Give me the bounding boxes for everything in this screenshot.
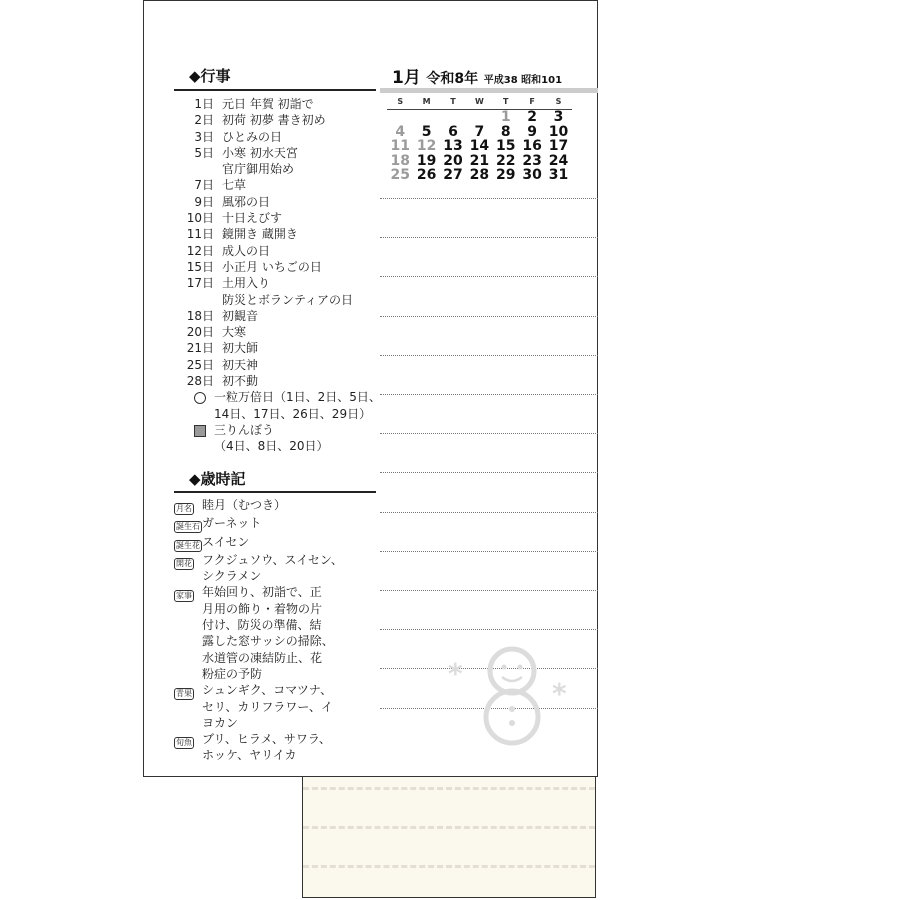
saijiki-line: ホッケ、ヤリイカ xyxy=(202,748,297,763)
event-day: 20日 xyxy=(186,325,214,340)
saijiki-text xyxy=(202,534,384,552)
saijiki-line: 睦月（むつき） xyxy=(202,498,287,512)
weekday-label: T xyxy=(503,97,509,106)
event-day: 9日 xyxy=(194,194,214,209)
event-row xyxy=(174,112,379,128)
saijiki-line: スイセン xyxy=(202,534,250,549)
month-label: 1月 xyxy=(392,68,421,88)
saijiki-badge-cell xyxy=(174,682,202,731)
calendar-day: 31 xyxy=(548,167,569,183)
event-text: 大寒 xyxy=(222,325,247,340)
saijiki-line: 粉症の予防 xyxy=(202,666,263,681)
saijiki-badge-cell xyxy=(174,534,202,552)
weekday-label: M xyxy=(422,97,431,106)
event-day: 17日 xyxy=(186,276,214,291)
event-text: 成人の日 xyxy=(222,243,271,258)
calendar-day: 5 xyxy=(421,123,432,140)
calendar-week xyxy=(387,110,572,125)
calendar-day: 7 xyxy=(474,123,485,140)
saijiki-text xyxy=(202,682,384,731)
event-text: 小正月 いちごの日 xyxy=(222,259,322,274)
event-day: 28日 xyxy=(186,374,214,389)
saijiki-text xyxy=(202,515,384,533)
event-row xyxy=(174,275,379,291)
event-day: 15日 xyxy=(186,259,214,274)
event-text: 初不動 xyxy=(222,374,259,389)
event-day: 21日 xyxy=(186,341,214,356)
saijiki-text xyxy=(202,731,384,764)
calendar-day xyxy=(440,110,466,125)
snowman-icon xyxy=(444,641,584,751)
calendar-day: 1 xyxy=(500,109,511,125)
square-icon xyxy=(194,425,206,437)
calendar-day: 6 xyxy=(448,123,458,140)
calendar-week xyxy=(387,168,572,183)
saijiki-line: 水道管の凍結防止、花 xyxy=(202,650,323,665)
saijiki-list xyxy=(174,497,384,764)
calendar-day: 12 xyxy=(416,138,437,154)
symbol-cell xyxy=(174,406,214,422)
saijiki-item xyxy=(174,552,384,585)
ichiryu-text: 14日、17日、26日、29日） xyxy=(214,406,372,421)
saijiki-line: 付け、防災の準備、結 xyxy=(202,618,322,633)
calendar-day: 18 xyxy=(390,152,410,169)
calendar-day: 29 xyxy=(496,167,516,183)
calendar-day: 22 xyxy=(496,152,516,169)
memo-line xyxy=(380,237,598,238)
event-day: 1日 xyxy=(194,97,214,111)
calendar-day: 26 xyxy=(416,167,437,183)
calendar-day: 3 xyxy=(553,109,564,125)
weekday-label: T xyxy=(450,97,456,106)
saijiki-badge-cell xyxy=(174,731,202,764)
event-day: 12日 xyxy=(186,243,214,258)
event-row xyxy=(174,161,379,177)
saijiki-badge: 旬魚 xyxy=(176,738,192,748)
event-row xyxy=(174,292,379,308)
calendar-day: 30 xyxy=(522,167,542,183)
era-label: 令和8年 xyxy=(426,71,479,87)
event-text: 土用入り xyxy=(222,276,271,291)
calendar-day xyxy=(413,110,439,125)
calendar-day: 23 xyxy=(522,152,542,169)
saijiki-item xyxy=(174,497,384,515)
svg-text:*: * xyxy=(552,677,567,710)
saijiki-item xyxy=(174,682,384,731)
event-day: 18日 xyxy=(186,308,214,323)
event-day: 7日 xyxy=(194,178,214,193)
calendar-weekday-header xyxy=(387,97,572,110)
symbol-cell xyxy=(174,389,214,405)
event-day: 10日 xyxy=(186,211,214,226)
symbol-cell xyxy=(174,438,214,454)
saijiki-text xyxy=(202,584,384,682)
event-day: 25日 xyxy=(186,357,214,372)
event-day xyxy=(174,292,222,308)
saijiki-badge: 誕生花 xyxy=(176,540,200,550)
mini-calendar xyxy=(387,97,572,183)
saijiki-badge: 誕生石 xyxy=(176,522,200,532)
saijiki-line: ブリ、ヒラメ、サワラ、 xyxy=(202,732,331,747)
saijiki-item xyxy=(174,584,384,682)
event-text: 十日えびす xyxy=(222,211,283,226)
event-row xyxy=(174,129,379,145)
memo-line xyxy=(380,629,598,630)
events-list xyxy=(174,96,379,455)
saijiki-text xyxy=(202,552,384,585)
saijiki-line: シクラメン xyxy=(202,569,262,584)
weekday-label: S xyxy=(397,97,404,106)
saijiki-text xyxy=(202,497,384,515)
calendar-day: 14 xyxy=(469,138,490,154)
saijiki-item xyxy=(174,534,384,552)
ichiryu-row xyxy=(174,406,379,422)
event-day: 5日 xyxy=(194,145,214,160)
event-text: 防災とボランティアの日 xyxy=(222,292,354,307)
saijiki-line: ガーネット xyxy=(202,516,262,531)
calendar-day: 9 xyxy=(527,123,538,140)
calendar-day: 28 xyxy=(469,167,490,183)
symbol-cell xyxy=(174,422,214,438)
event-row xyxy=(174,357,379,373)
saijiki-line: 月用の飾り・着物の片 xyxy=(202,601,323,616)
saijiki-line: 年始回り、初詣で、正 xyxy=(202,585,322,600)
weekday-label: F xyxy=(529,97,535,106)
event-row xyxy=(174,226,379,242)
calendar-week xyxy=(387,139,572,154)
event-text: 小寒 初水天宮 xyxy=(222,145,298,160)
event-text: 初観音 xyxy=(222,308,259,323)
event-row xyxy=(174,373,379,389)
event-text: 七草 xyxy=(222,178,247,193)
memo-line xyxy=(380,198,598,199)
calendar-day xyxy=(466,110,492,125)
event-text: 官庁御用始め xyxy=(222,162,295,177)
weekday-label: S xyxy=(555,97,562,106)
calendar-day: 16 xyxy=(522,138,542,154)
sanrinbo-row xyxy=(174,422,379,438)
memo-line xyxy=(380,472,598,473)
calendar-day: 20 xyxy=(443,152,463,169)
calendar-week xyxy=(387,125,572,140)
calendar-day: 27 xyxy=(443,167,463,183)
gyoji-rule xyxy=(174,89,376,91)
saijiki-badge: 青果 xyxy=(176,689,192,699)
event-row xyxy=(174,243,379,259)
event-text: 初天神 xyxy=(222,357,259,372)
event-row xyxy=(174,259,379,275)
event-text: ひとみの日 xyxy=(222,129,283,144)
back-ruled-line xyxy=(303,865,595,868)
saijiki-badge-cell xyxy=(174,515,202,533)
saijiki-line: フクジュソウ、スイセン、 xyxy=(202,552,343,567)
sanrinbo-text: 三りんぼう xyxy=(214,422,275,437)
event-text: 風邪の日 xyxy=(222,194,271,209)
memo-line xyxy=(380,512,598,513)
event-text: 初荷 初夢 書き初め xyxy=(222,113,326,128)
calendar-day: 17 xyxy=(548,138,569,154)
event-row xyxy=(174,210,379,226)
planner-page xyxy=(143,0,598,777)
calendar-day xyxy=(387,110,413,125)
saijiki-title: ◆歳時記 xyxy=(189,470,246,488)
memo-line xyxy=(380,316,598,317)
calendar-week xyxy=(387,154,572,169)
saijiki-line: ヨカン xyxy=(202,715,239,730)
event-text: 元日 年賀 初詣で xyxy=(222,97,314,111)
ichiryu-row xyxy=(174,389,379,405)
gyoji-title: ◆行事 xyxy=(189,67,231,85)
saijiki-rule xyxy=(174,491,376,493)
back-ruled-line xyxy=(303,787,595,790)
event-row xyxy=(174,308,379,324)
month-header xyxy=(392,63,562,88)
event-day: 2日 xyxy=(194,113,214,128)
saijiki-line: セリ、カリフラワー、イ xyxy=(202,699,333,714)
calendar-day: 21 xyxy=(469,152,490,169)
saijiki-badge: 月名 xyxy=(176,504,192,513)
memo-line xyxy=(380,433,598,434)
saijiki-badge-cell xyxy=(174,497,202,515)
calendar-day: 4 xyxy=(395,123,406,140)
saijiki-badge-cell xyxy=(174,552,202,585)
calendar-day: 25 xyxy=(390,167,410,183)
old-era-label: 平成38 昭和101 xyxy=(483,75,563,86)
ichiryu-text: 一粒万倍日（1日、2日、5日、 xyxy=(214,390,381,405)
calendar-day: 10 xyxy=(548,123,569,140)
saijiki-badge-cell xyxy=(174,584,202,682)
event-day: 3日 xyxy=(194,129,214,144)
calendar-day: 19 xyxy=(416,152,437,169)
calendar-day: 2 xyxy=(527,109,538,125)
event-row xyxy=(174,145,379,161)
header-bar xyxy=(380,88,598,93)
calendar-day: 13 xyxy=(443,138,463,154)
event-row xyxy=(174,96,379,112)
saijiki-badge: 家事 xyxy=(176,591,192,601)
event-text: 初大師 xyxy=(222,341,259,356)
event-row xyxy=(174,324,379,340)
saijiki-line: 露した窓サッシの掃除、 xyxy=(202,634,334,649)
back-ruled-line xyxy=(303,826,595,829)
event-row xyxy=(174,194,379,210)
saijiki-line: シュンギク、コマツナ、 xyxy=(202,683,333,698)
memo-line xyxy=(380,276,598,277)
sanrinbo-text: （4日、8日、20日） xyxy=(214,439,329,454)
memo-line xyxy=(380,551,598,552)
circle-icon xyxy=(194,392,206,404)
event-day xyxy=(174,161,222,177)
memo-line xyxy=(380,355,598,356)
calendar-day: 11 xyxy=(390,138,410,154)
saijiki-item xyxy=(174,515,384,533)
saijiki-item xyxy=(174,731,384,764)
event-row xyxy=(174,340,379,356)
event-row xyxy=(174,177,379,193)
memo-line xyxy=(380,590,598,591)
calendar-day: 8 xyxy=(500,123,511,140)
saijiki-badge: 開花 xyxy=(176,558,192,568)
event-day: 11日 xyxy=(186,227,214,242)
sanrinbo-row xyxy=(174,438,379,454)
weekday-label: W xyxy=(474,97,484,106)
calendar-day: 24 xyxy=(548,152,569,169)
calendar-day: 15 xyxy=(496,138,516,154)
memo-line xyxy=(380,394,598,395)
event-text: 鏡開き 蔵開き xyxy=(222,227,298,242)
svg-text:*: * xyxy=(448,657,463,690)
